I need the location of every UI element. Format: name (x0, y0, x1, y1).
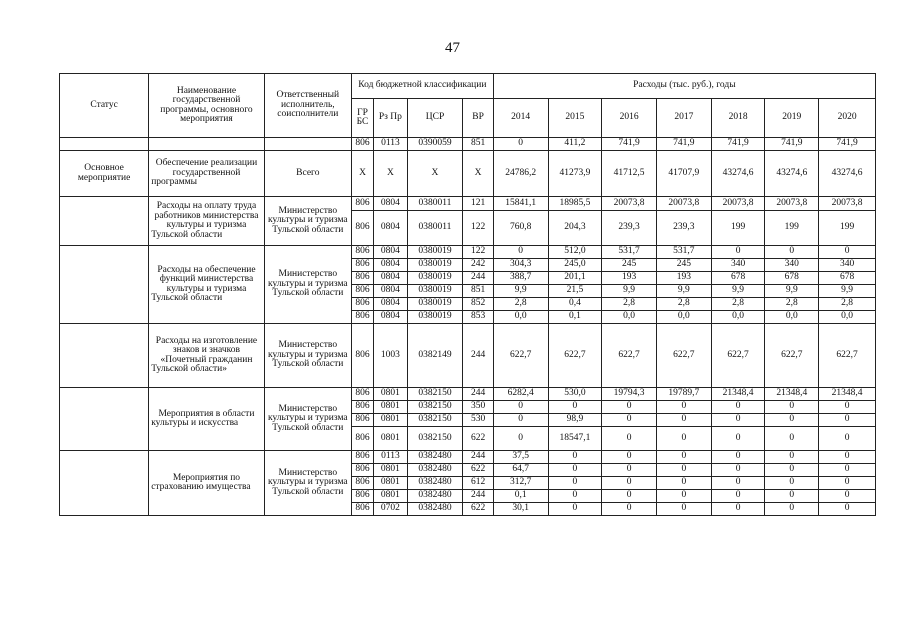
header-year: 2020 (819, 99, 876, 138)
data-cell: Х (407, 151, 463, 197)
data-cell: 21348,4 (819, 388, 876, 401)
data-cell: 0382150 (407, 427, 463, 451)
data-cell: 0804 (374, 211, 407, 246)
data-cell: 43274,6 (711, 151, 765, 197)
data-cell: 245 (602, 259, 657, 272)
data-cell: 741,9 (819, 138, 876, 151)
data-cell: 622,7 (819, 324, 876, 388)
header-status: Статус (60, 74, 149, 138)
data-cell: 0 (711, 490, 765, 503)
data-cell: 18985,5 (548, 197, 602, 211)
data-cell: 806 (351, 427, 373, 451)
data-cell: 9,9 (711, 285, 765, 298)
data-cell: 0 (711, 246, 765, 259)
data-cell: 64,7 (493, 464, 548, 477)
status-cell (60, 138, 149, 151)
data-cell: 43274,6 (765, 151, 819, 197)
data-cell: 0,1 (493, 490, 548, 503)
data-cell: 9,9 (602, 285, 657, 298)
data-cell: 0 (602, 414, 657, 427)
data-cell: 0 (656, 451, 711, 464)
table-row (60, 451, 876, 464)
data-cell: 0 (711, 401, 765, 414)
data-cell: 1003 (374, 324, 407, 388)
data-cell: 0 (548, 451, 602, 464)
data-cell: 806 (351, 490, 373, 503)
data-cell: 0 (602, 503, 657, 516)
header-year: 2015 (548, 99, 602, 138)
table-row (60, 138, 876, 151)
data-cell: 851 (463, 285, 493, 298)
data-cell: 741,9 (656, 138, 711, 151)
header-vr: ВР (463, 99, 493, 138)
data-cell: 0380011 (407, 211, 463, 246)
data-cell: 806 (351, 414, 373, 427)
executor-cell: Министерство культуры и туризма Тульской области (264, 388, 351, 451)
data-cell: 806 (351, 298, 373, 311)
data-cell: 41712,5 (602, 151, 657, 197)
data-cell: 0801 (374, 414, 407, 427)
data-cell: 30,1 (493, 503, 548, 516)
data-cell: 0 (656, 477, 711, 490)
executor-cell (264, 138, 351, 151)
data-cell: 852 (463, 298, 493, 311)
data-cell: 0 (548, 490, 602, 503)
data-cell: 122 (463, 211, 493, 246)
data-cell: 304,3 (493, 259, 548, 272)
data-cell: 531,7 (656, 246, 711, 259)
data-cell: 244 (463, 272, 493, 285)
data-cell: 0 (819, 464, 876, 477)
executor-cell: Министерство культуры и туризма Тульской области (264, 246, 351, 324)
data-cell: 622 (463, 427, 493, 451)
data-cell: 0380019 (407, 311, 463, 324)
data-cell: 530,0 (548, 388, 602, 401)
data-cell: 0 (819, 427, 876, 451)
data-cell: 9,9 (656, 285, 711, 298)
data-cell: 350 (463, 401, 493, 414)
data-cell: 806 (351, 311, 373, 324)
data-cell: 0,0 (493, 311, 548, 324)
data-cell: 0,1 (548, 311, 602, 324)
table-row (60, 388, 876, 401)
data-cell: 20073,8 (656, 197, 711, 211)
data-cell: 0 (819, 401, 876, 414)
header-year: 2018 (711, 99, 765, 138)
data-cell: 0801 (374, 388, 407, 401)
data-cell: 0382480 (407, 477, 463, 490)
data-cell: 0 (602, 477, 657, 490)
data-cell: 0 (765, 246, 819, 259)
data-cell: 201,1 (548, 272, 602, 285)
data-cell: 0 (602, 401, 657, 414)
data-cell: 9,9 (765, 285, 819, 298)
table-row (60, 324, 876, 388)
header-year: 2016 (602, 99, 657, 138)
data-cell: 0 (493, 427, 548, 451)
data-cell: 0380019 (407, 246, 463, 259)
data-cell: 806 (351, 464, 373, 477)
data-cell: 0 (765, 451, 819, 464)
data-cell: 19789,7 (656, 388, 711, 401)
status-cell (60, 388, 149, 451)
data-cell: 0382150 (407, 388, 463, 401)
data-cell: 806 (351, 285, 373, 298)
program-name-cell: Обеспечение реализации государственной программы (149, 151, 265, 197)
data-cell: 0 (819, 451, 876, 464)
data-cell: 806 (351, 211, 373, 246)
data-cell: 0113 (374, 451, 407, 464)
data-cell: 0 (493, 401, 548, 414)
data-cell: 0382480 (407, 503, 463, 516)
header-name: Наименование государственной программы, основного мероприятия (149, 74, 265, 138)
executor-cell: Министерство культуры и туризма Тульской области (264, 451, 351, 516)
data-cell: 806 (351, 246, 373, 259)
data-cell: Х (374, 151, 407, 197)
data-cell: 741,9 (602, 138, 657, 151)
data-cell: 0 (548, 477, 602, 490)
data-cell: 6282,4 (493, 388, 548, 401)
data-cell: 15841,1 (493, 197, 548, 211)
data-cell: 0 (602, 427, 657, 451)
header-csr: ЦСР (407, 99, 463, 138)
header-expenses: Расходы (тыс. руб.), годы (493, 74, 875, 99)
budget-table (59, 73, 876, 516)
data-cell: 242 (463, 259, 493, 272)
data-cell: 678 (819, 272, 876, 285)
data-cell: Х (463, 151, 493, 197)
data-cell: 531,7 (602, 246, 657, 259)
data-cell: 0 (819, 246, 876, 259)
data-cell: 0 (548, 401, 602, 414)
data-cell: Х (351, 151, 373, 197)
data-cell: 2,8 (819, 298, 876, 311)
data-cell: 612 (463, 477, 493, 490)
data-cell: 0382480 (407, 464, 463, 477)
data-cell: 20073,8 (602, 197, 657, 211)
data-cell: 0 (656, 490, 711, 503)
data-cell: 41273,9 (548, 151, 602, 197)
data-cell: 0 (765, 490, 819, 503)
data-cell: 0 (602, 451, 657, 464)
data-cell: 0804 (374, 272, 407, 285)
executor-cell: Всего (264, 151, 351, 197)
data-cell: 0 (765, 503, 819, 516)
program-name-cell: Расходы на изготовление знаков и значков «Почетный гражданин Тульской области» (149, 324, 265, 388)
data-cell: 622,7 (602, 324, 657, 388)
data-cell: 0 (711, 451, 765, 464)
data-cell: 0 (656, 427, 711, 451)
data-cell: 9,9 (819, 285, 876, 298)
status-cell (60, 197, 149, 246)
data-cell: 622,7 (493, 324, 548, 388)
data-cell: 2,8 (711, 298, 765, 311)
data-cell: 21348,4 (711, 388, 765, 401)
data-cell: 622,7 (765, 324, 819, 388)
data-cell: 0380011 (407, 197, 463, 211)
data-cell: 806 (351, 503, 373, 516)
data-cell: 0 (711, 503, 765, 516)
data-cell: 2,8 (656, 298, 711, 311)
data-cell: 622,7 (711, 324, 765, 388)
data-cell: 41707,9 (656, 151, 711, 197)
data-cell: 622,7 (656, 324, 711, 388)
data-cell: 0380019 (407, 259, 463, 272)
data-cell: 0,0 (656, 311, 711, 324)
data-cell: 806 (351, 197, 373, 211)
data-cell: 199 (711, 211, 765, 246)
data-cell: 0 (711, 427, 765, 451)
data-cell: 0 (656, 401, 711, 414)
data-cell: 622 (463, 503, 493, 516)
data-cell: 122 (463, 246, 493, 259)
data-cell: 0380019 (407, 285, 463, 298)
data-cell: 0 (819, 490, 876, 503)
data-cell: 0 (493, 246, 548, 259)
data-cell: 312,7 (493, 477, 548, 490)
data-cell: 806 (351, 477, 373, 490)
data-cell: 0 (765, 464, 819, 477)
data-cell: 24786,2 (493, 151, 548, 197)
data-cell: 0 (711, 464, 765, 477)
data-cell: 0804 (374, 197, 407, 211)
data-cell: 0382480 (407, 451, 463, 464)
data-cell: 0 (765, 414, 819, 427)
data-cell: 678 (711, 272, 765, 285)
data-cell: 853 (463, 311, 493, 324)
data-cell: 340 (819, 259, 876, 272)
data-cell: 0382149 (407, 324, 463, 388)
data-cell: 0,0 (765, 311, 819, 324)
data-cell: 0 (819, 503, 876, 516)
data-cell: 388,7 (493, 272, 548, 285)
status-cell (60, 451, 149, 516)
data-cell: 0382480 (407, 490, 463, 503)
data-cell: 245,0 (548, 259, 602, 272)
data-cell: 0 (711, 414, 765, 427)
data-cell: 678 (765, 272, 819, 285)
data-cell: 0 (656, 464, 711, 477)
status-cell (60, 324, 149, 388)
program-name-cell: Мероприятия в области культуры и искусства (149, 388, 265, 451)
data-cell: 193 (602, 272, 657, 285)
data-cell: 0801 (374, 464, 407, 477)
data-cell: 0 (493, 138, 548, 151)
data-cell: 0382150 (407, 414, 463, 427)
data-cell: 851 (463, 138, 493, 151)
header-year: 2019 (765, 99, 819, 138)
program-name-cell: Расходы на обеспечение функций министерства культуры и туризма Тульской области (149, 246, 265, 324)
page-number: 47 (445, 40, 460, 56)
data-cell: 0 (711, 477, 765, 490)
data-cell: 0702 (374, 503, 407, 516)
data-cell: 530 (463, 414, 493, 427)
data-cell: 0,0 (819, 311, 876, 324)
data-cell: 21348,4 (765, 388, 819, 401)
data-cell: 20073,8 (765, 197, 819, 211)
data-cell: 0 (819, 477, 876, 490)
data-cell: 806 (351, 401, 373, 414)
data-cell: 0801 (374, 401, 407, 414)
data-cell: 20073,8 (711, 197, 765, 211)
data-cell: 244 (463, 388, 493, 401)
data-cell: 0 (656, 503, 711, 516)
executor-cell: Министерство культуры и туризма Тульской области (264, 324, 351, 388)
data-cell: 239,3 (656, 211, 711, 246)
data-cell: 0 (493, 414, 548, 427)
data-cell: 806 (351, 451, 373, 464)
data-cell: 0 (602, 490, 657, 503)
data-cell: 0,0 (602, 311, 657, 324)
data-cell: 199 (819, 211, 876, 246)
data-cell: 204,3 (548, 211, 602, 246)
program-name-cell: Мероприятия по страхованию имущества (149, 451, 265, 516)
header-budget-code: Код бюджетной классификации (351, 74, 493, 99)
data-cell: 0804 (374, 285, 407, 298)
name-cell (149, 138, 265, 151)
data-cell: 98,9 (548, 414, 602, 427)
data-cell: 741,9 (711, 138, 765, 151)
data-cell: 0380019 (407, 298, 463, 311)
header-rzpr: Рз Пр (374, 99, 407, 138)
data-cell: 760,8 (493, 211, 548, 246)
data-cell: 245 (656, 259, 711, 272)
data-cell: 0,0 (711, 311, 765, 324)
data-cell: 741,9 (765, 138, 819, 151)
data-cell: 0801 (374, 427, 407, 451)
data-cell: 622,7 (548, 324, 602, 388)
data-cell: 0113 (374, 138, 407, 151)
data-cell: 806 (351, 272, 373, 285)
data-cell: 0804 (374, 311, 407, 324)
data-cell: 20073,8 (819, 197, 876, 211)
data-cell: 806 (351, 138, 373, 151)
data-cell: 0 (656, 414, 711, 427)
header-grbs: ГР БС (351, 99, 373, 138)
data-cell: 340 (711, 259, 765, 272)
data-cell: 512,0 (548, 246, 602, 259)
header-year: 2017 (656, 99, 711, 138)
data-cell: 0801 (374, 477, 407, 490)
data-cell: 2,8 (765, 298, 819, 311)
data-cell: 0804 (374, 259, 407, 272)
header-year: 2014 (493, 99, 548, 138)
table-row (60, 246, 876, 259)
executor-cell: Министерство культуры и туризма Тульской области (264, 197, 351, 246)
data-cell: 806 (351, 388, 373, 401)
data-cell: 121 (463, 197, 493, 211)
status-cell (60, 246, 149, 324)
data-cell: 193 (656, 272, 711, 285)
data-cell: 21,5 (548, 285, 602, 298)
data-cell: 0 (765, 477, 819, 490)
data-cell: 340 (765, 259, 819, 272)
data-cell: 0380019 (407, 272, 463, 285)
data-cell: 0 (765, 401, 819, 414)
data-cell: 244 (463, 324, 493, 388)
data-cell: 0801 (374, 490, 407, 503)
table-row (60, 197, 876, 211)
header-row (60, 74, 876, 99)
data-cell: 806 (351, 324, 373, 388)
data-cell: 622 (463, 464, 493, 477)
data-cell: 199 (765, 211, 819, 246)
status-cell: Основное мероприятие (60, 151, 149, 197)
data-cell: 0 (819, 414, 876, 427)
data-cell: 2,8 (602, 298, 657, 311)
data-cell: 37,5 (493, 451, 548, 464)
data-cell: 0 (548, 464, 602, 477)
data-cell: 9,9 (493, 285, 548, 298)
data-cell: 0 (548, 503, 602, 516)
table-row (60, 151, 876, 197)
data-cell: 0 (602, 464, 657, 477)
data-cell: 0390059 (407, 138, 463, 151)
data-cell: 0382150 (407, 401, 463, 414)
data-cell: 244 (463, 490, 493, 503)
data-cell: 2,8 (493, 298, 548, 311)
data-cell: 0804 (374, 246, 407, 259)
data-cell: 0804 (374, 298, 407, 311)
header-executor: Ответственный исполнитель, соисполнители (264, 74, 351, 138)
data-cell: 18547,1 (548, 427, 602, 451)
data-cell: 244 (463, 451, 493, 464)
data-cell: 19794,3 (602, 388, 657, 401)
data-cell: 43274,6 (819, 151, 876, 197)
data-cell: 411,2 (548, 138, 602, 151)
program-name-cell: Расходы на оплату труда работников министерства культуры и туризма Тульской области (149, 197, 265, 246)
data-cell: 806 (351, 259, 373, 272)
data-cell: 0 (765, 427, 819, 451)
data-cell: 0,4 (548, 298, 602, 311)
data-cell: 239,3 (602, 211, 657, 246)
